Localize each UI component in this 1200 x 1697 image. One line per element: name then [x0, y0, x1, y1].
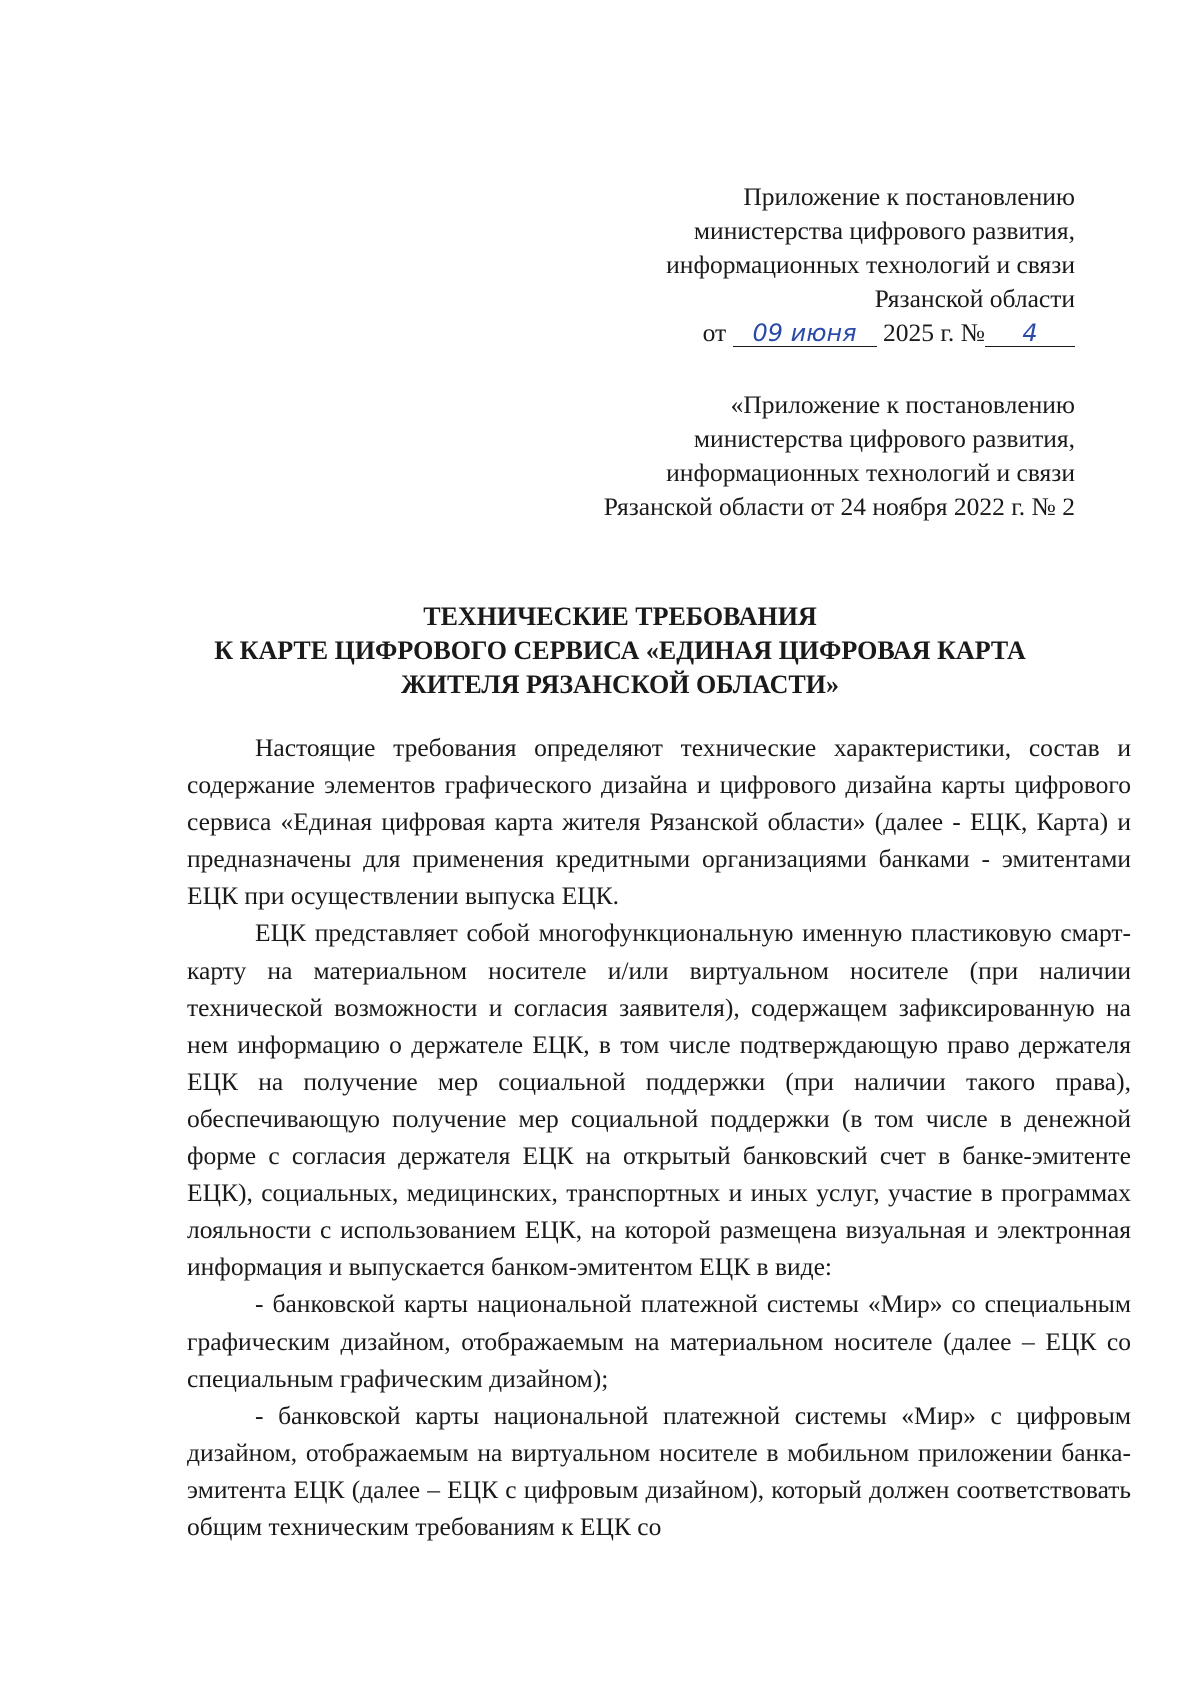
approval-line: информационных технологий и связи [666, 250, 1075, 279]
approval-line: информационных технологий и связи [666, 458, 1075, 487]
list-item-graphic-design: - банковской карты национальной платежной системы «Мир» со специальным графическим дизайном, отображаемым на материальном носителе (далее – ЕЦК со специальным графическим дизайном); [187, 1289, 1131, 1393]
approval-header [604, 180, 1075, 524]
title-line: ТЕХНИЧЕСКИЕ ТРЕБОВАНИЯ [423, 602, 817, 631]
paragraph-intro: Настоящие требования определяют технические характеристики, состав и содержание элементов графического дизайна и цифрового дизайна карты цифрового сервиса «Единая цифровая карта жителя Рязанской области» (далее - ЕЦК, Карта) и предназначены для применения кредитными организациями банками - эмитентами ЕЦК при осуществлении выпуска ЕЦК. [187, 733, 1131, 911]
date-number-line [604, 316, 1075, 350]
handwritten-date: 09 июня [733, 320, 877, 347]
document-title [160, 600, 1080, 702]
approval-line: министерства цифрового развития, [693, 216, 1075, 245]
title-line: ЖИТЕЛЯ РЯЗАНСКОЙ ОБЛАСТИ» [401, 670, 839, 699]
paragraph-definition: ЕЦК представляет собой многофункциональную именную пластиковую смарт-карту на материальном носителе и/или виртуальном носителе (при наличии технической возможности и согласия заявителя), содержащем зафиксированную на нем информацию о держателе ЕЦК, в том числе подтверждающую право держателя ЕЦК на получение мер социальной поддержки (при наличии такого права), обеспечивающую получение мер социальной поддержки (в том числе в денежной форме с согласия держателя ЕЦК на открытый банковский счет в банке-эмитенте ЕЦК), социальных, медицинских, транспортных и иных услуг, участие в программах лояльности с использованием ЕЦК, на которой размещена визуальная и электронная информация и выпускается банком-эмитентом ЕЦК в виде: [187, 918, 1131, 1282]
title-line: К КАРТЕ ЦИФРОВОГО СЕРВИСА «ЕДИНАЯ ЦИФРОВАЯ КАРТА [214, 636, 1026, 665]
approval-line: «Приложение к постановлению [730, 390, 1075, 419]
date-prefix: от [702, 318, 727, 347]
document-body [187, 729, 1131, 1545]
approval-line: Рязанской области от 24 ноября 2022 г. № 2 [603, 492, 1075, 521]
approval-block-original [604, 388, 1075, 524]
year-number-label: 2025 г. № [882, 318, 985, 347]
approval-line: Рязанской области [874, 284, 1075, 313]
approval-line: министерства цифрового развития, [693, 424, 1075, 453]
approval-block-current [604, 180, 1075, 350]
approval-line: Приложение к постановлению [743, 182, 1075, 211]
handwritten-number: 4 [985, 320, 1075, 347]
list-item-digital-design: - банковской карты национальной платежной системы «Мир» с цифровым дизайном, отображаемым на виртуальном носителе в мобильном приложении банка-эмитента ЕЦК (далее – ЕЦК с цифровым дизайном), который должен соответствовать общим техническим требованиям к ЕЦК со [187, 1400, 1131, 1541]
